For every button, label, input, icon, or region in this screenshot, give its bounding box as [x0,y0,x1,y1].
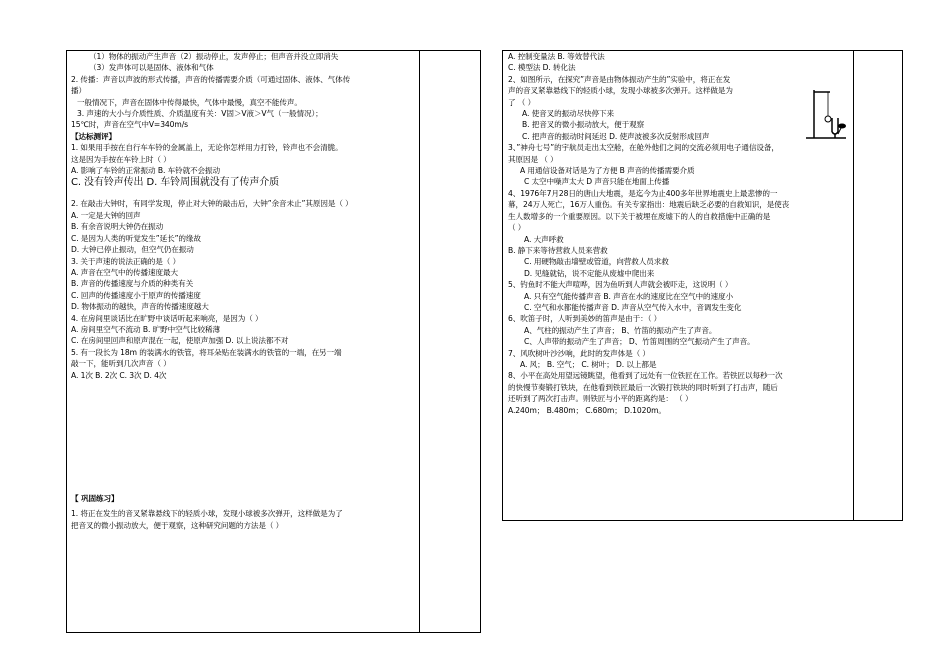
question-text: 3、”神舟七号”的宇航员走出太空舱，在舱外他们之间的交流必须用电子通信设备， [508,143,779,153]
question-text: 5、钓鱼时不能大声喧哗，因为鱼听到人声就会被吓走，这说明（ ） [508,280,733,290]
question-text: 生人数增多的一个重要原因。以下关于被埋在废墟下的人的自救措施中正确的是 [508,211,771,221]
section-heading: 【达标测评】 [71,131,116,141]
question-text: 声的音叉紧靠悬线下的轻质小球，发现小球被多次弹开。这样做是为 [508,86,733,96]
left-text-column [71,51,416,531]
right-panel-divider [853,51,854,520]
answer-option: C. 在房间里回声和原声混在一起，使原声加强 D. 以上说法都不对 [71,336,289,346]
answer-option: A 用通信设备对话是为了方便 B 声音的传播需要介质 [520,166,695,176]
answer-option: C. 没有铃声传出 D. 车铃周围就没有了传声介质 [71,177,280,189]
answer-option: B. 有余音说明大钟仍在振动 [71,222,164,232]
answer-option: A. 1次 B. 2次 C. 3次 D. 4次 [71,370,167,380]
answer-option: A. 房间里空气不流动 B. 旷野中空气比较稀薄 [71,324,221,334]
text-line: 播） [71,86,86,96]
question-text: 了 （ ） [508,97,536,107]
answer-option: C. 空气和水都能传播声音 D. 声音从空气传入水中，音调发生变化 [524,302,742,312]
text-line: 2. 传播：声音以声波的形式传播，声音的传播需要介质（可通过固体、液体、气体传 [71,74,351,84]
question-text: 3. 关于声速的说法正确的是（ ） [71,256,181,266]
question-text: 4、1976年7月28日的唐山大地震，是迄今为止400多年世界地震史上最悲惨的一 [508,188,778,198]
answer-option: B. 声音的传播速度与介质的种类有关 [71,279,194,289]
answer-option: C. 把声音的振动时间延迟 D. 使声波被多次反射形成回声 [522,131,710,141]
right-worksheet-panel [502,50,903,521]
question-text: 7、风吹树叶沙沙响，此时的发声体是（ ） [508,348,650,358]
question-text: 5. 有一段长为 18m 的装满水的铁管，将耳朵贴在装满水的铁管的一端，在另一端 [71,347,342,357]
text-line: 一般情况下，声音在固体中传得最快，气体中最慢，真空不能传声。 [77,97,302,107]
question-text: 2. 在敲击大钟时，有同学发现，停止对大钟的敲击后，大钟”余音未止”其原因是（ ） [71,199,353,209]
answer-option: C、人声带的振动产生了声音； D、竹笛周围的空气振动产生了声音。 [524,337,755,347]
answer-option: A.240m； B.480m； C.680m； D.1020m。 [508,405,666,415]
question-text: 1. 将正在发生的音叉紧靠悬线下的轻质小球，发现小球被多次弹开，这样做是为了 [71,509,343,519]
answer-option: D. 见缝就钻，说不定能从废墟中爬出来 [524,268,655,278]
answer-option: A. 大声呼救 [524,234,564,244]
answer-option: B. 静下来等待营救人员来营救 [508,245,608,255]
question-text: 2、如图所示，在探究”声音是由物体振动产生的”实验中，将正在发 [508,74,731,84]
left-panel-divider [419,51,420,632]
text-line: （3）发声体可以是固体、液体和气体 [89,63,214,73]
question-text: 8、小平在高处用望远镜眺望，他看到了远处有一位铁匠在工作。若铁匠以每秒一次 [508,371,783,381]
answer-option: D. 大钟已停止振动，但空气仍在振动 [71,245,194,255]
question-text: 1. 如果用手按在自行车车铃的金属盖上，无论你怎样用力打铃，铃声也不会清脆。 [71,143,343,153]
answer-option: A. 风； B. 空气； C. 树叶； D. 以上都是 [520,359,657,369]
answer-option: C. 是因为人类的听觉发生”延长”的缘故 [71,233,201,243]
tuning-fork-pendulum-figure [798,86,848,141]
section-heading: 【 巩固练习】 [71,493,119,503]
question-text: 其原因是 （ ） [508,154,558,164]
text-line: 3. 声速的大小与介质性质、介质温度有关：V固＞V液＞V气（一般情况）； [77,109,323,119]
answer-option: C 太空中噪声太大 D 声音只能在地面上传播 [524,177,670,187]
question-text: （ ） [508,223,526,233]
answer-option: A. 声音在空气中的传播速度最大 [71,267,179,277]
answer-option: A、气柱的振动产生了声音； B、竹笛的振动产生了声音。 [524,325,717,335]
answer-option: A. 一定是大钟的回声 [71,210,141,220]
question-text: 还听到了两次打击声。则铁匠与小平的距离约是： （ ） [508,394,693,404]
question-text: 敲一下，能听到几次声音（ ） [71,359,171,369]
answer-option: A. 影响了车铃的正常振动 B. 车铃就不会振动 [71,166,221,176]
answer-option: A. 使音叉的振动尽快停下来 [522,109,615,119]
answer-option: B. 把音叉的微小振动放大，便于观察 [522,120,645,130]
question-text: 这是因为手按在车铃上时（ ） [71,154,171,164]
question-text: 的快慢节奏锻打铁块，在他看到铁匠最后一次锻打铁块的同时听到了打击声，随后 [508,382,778,392]
answer-option: C. 回声的传播速度小于原声的传播速度 [71,290,201,300]
left-worksheet-panel [66,50,481,633]
answer-option: C. 用硬物敲击墙壁或管道，向营救人员求救 [524,257,669,267]
answer-option: A. 控制变量法 B. 等效替代法 [508,52,605,61]
text-line: 15℃时，声音在空气中V=340m/s [71,120,189,130]
text-line: （1）物体的振动产生声音（2）振动停止，发声停止；但声音并没立即消失 [89,52,339,61]
question-text: 把音叉的微小振动放大，便于观察，这种研究问题的方法是（ ） [71,520,284,530]
answer-option: C. 模型法 D. 转化法 [508,63,576,73]
answer-option: D. 物体振动的越快，声音的传播速度越大 [71,302,209,312]
question-text: 4. 在房间里谈话比在旷野中谈话听起来响亮，是因为（ ） [71,313,263,323]
question-text: 幕，24万人死亡，16万人重伤。有关专家指出：地震后缺乏必要的自救知识，是使丧 [508,200,790,210]
answer-option: A. 只有空气能传播声音 B. 声音在水的速度比在空气中的速度小 [524,291,733,301]
question-text: 6、吹笛子时，人听到美妙的笛声是由于：（ ） [508,314,662,324]
